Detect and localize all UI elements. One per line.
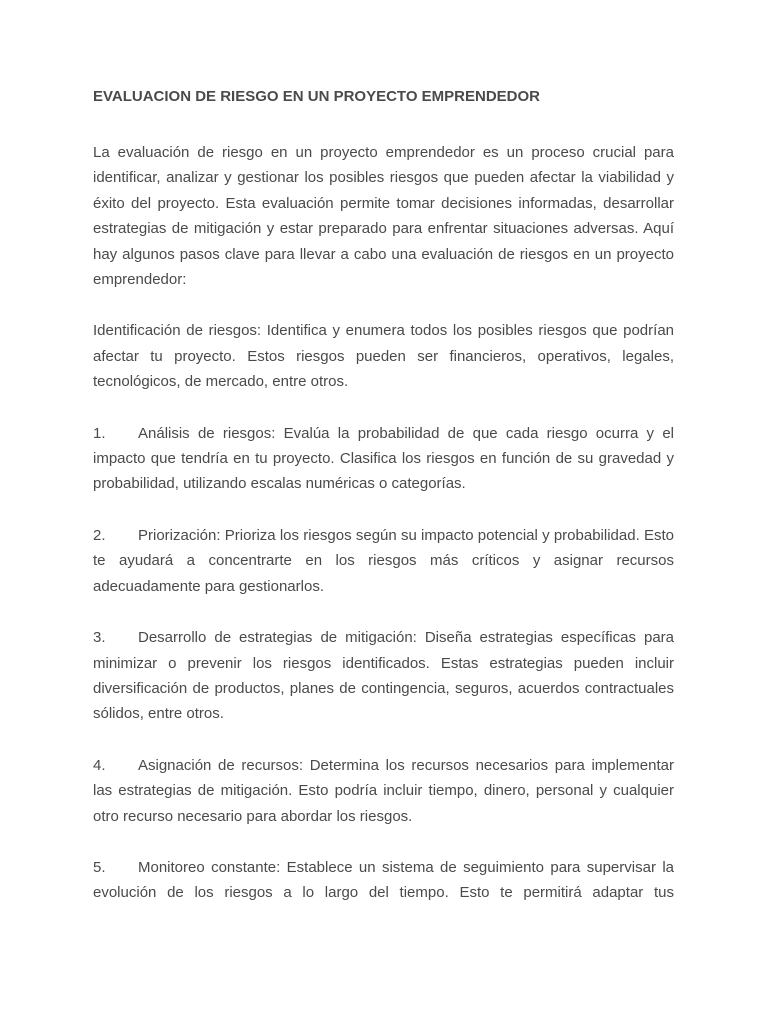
step-3-text: Desarrollo de estrategias de mitigación: Diseña estrategias específicas para minimizar o prevenir los riesgos identificados. Estas estrategias pueden incluir diversificación de productos, planes de contingencia, seguros, acuerdos contractuales sólidos, entre otros.	[93, 629, 674, 723]
step-2-number: 2.	[93, 526, 106, 544]
intro-paragraph: La evaluación de riesgo en un proyecto emprendedor es un proceso crucial para identificar, analizar y gestionar los posibles riesgos que pueden afectar la viabilidad y éxito del proyecto. Esta evaluación permite tomar decisiones informadas, desarrollar estrategias de mitigación y estar preparado para enfrentar situaciones adversas. Aquí hay algunos pasos clave para llevar a cabo una evaluación de riesgos en un proyecto emprendedor:	[93, 144, 674, 289]
step-2-text: Priorización: Prioriza los riesgos según su impacto potencial y probabilidad. Esto te ayudará a concentrarte en los riesgos más críticos y asignar recursos adecuadamente para gestionarlos.	[93, 526, 674, 595]
step-5-number: 5.	[93, 858, 106, 876]
step-1-paragraph	[93, 421, 674, 497]
step-3-number: 3.	[93, 629, 106, 647]
step-4-number: 4.	[93, 756, 106, 774]
step-5-text: Monitoreo constante: Establece un sistema de seguimiento para supervisar la evolución de los riesgos a lo largo del tiempo. Esto te permitirá adaptar tus	[93, 858, 674, 902]
step-1-text: Análisis de riesgos: Evalúa la probabilidad de que cada riesgo ocurra y el impacto que tendría en tu proyecto. Clasifica los riesgos en función de su gravedad y probabilidad, utilizando escalas numéricas o categorías.	[93, 424, 674, 493]
step-5-paragraph	[93, 855, 674, 906]
identification-paragraph: Identificación de riesgos: Identifica y enumera todos los posibles riesgos que podrían afectar tu proyecto. Estos riesgos pueden ser financieros, operativos, legales, tecnológicos, de mercado, entre otros.	[93, 322, 674, 391]
document-title: EVALUACION DE RIESGO EN UN PROYECTO EMPRENDEDOR	[93, 88, 540, 105]
step-4-paragraph	[93, 753, 674, 829]
step-3-paragraph	[93, 625, 674, 727]
step-1-number: 1.	[93, 424, 106, 442]
step-2-paragraph	[93, 523, 674, 599]
document-body	[93, 84, 674, 906]
step-4-text: Asignación de recursos: Determina los recursos necesarios para implementar las estrategias de mitigación. Esto podría incluir tiempo, dinero, personal y cualquier otro recurso necesario para abordar los riesgos.	[93, 756, 674, 825]
